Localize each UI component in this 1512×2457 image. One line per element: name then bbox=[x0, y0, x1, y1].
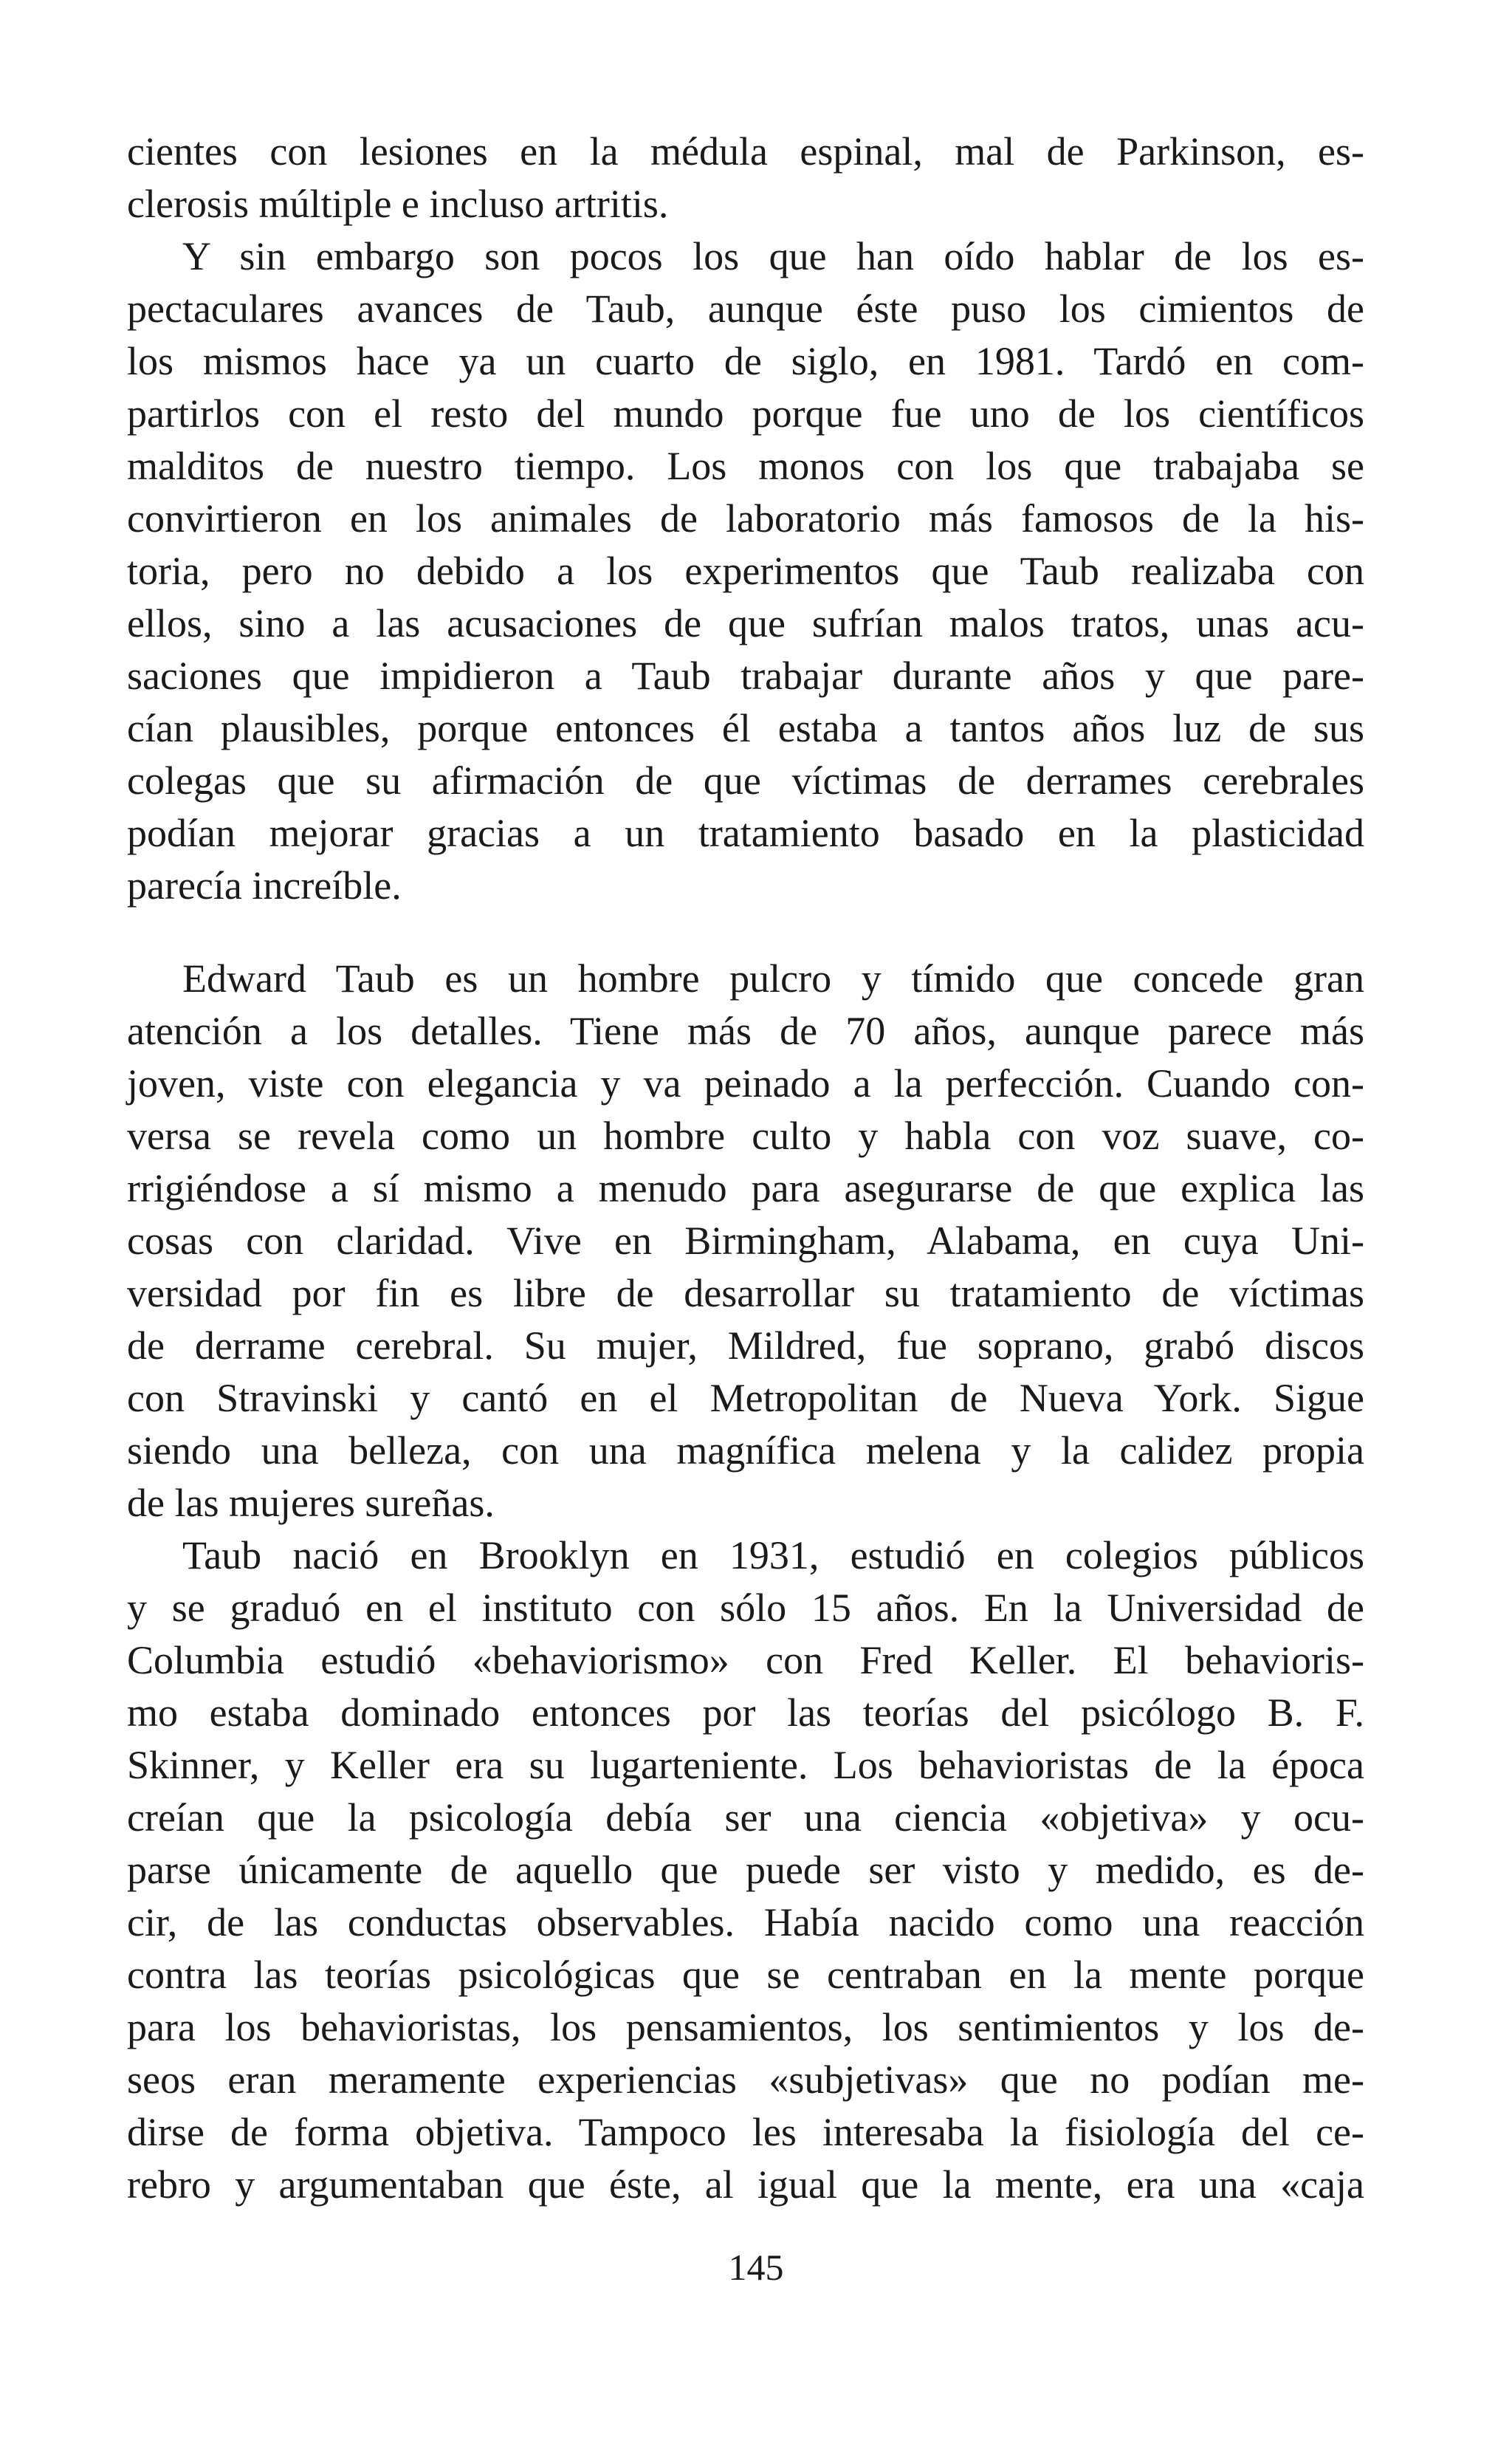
text-line: pectaculares avances de Taub, aunque éste puso los cimientos de bbox=[127, 287, 1364, 331]
text-line: de las mujeres sureñas. bbox=[127, 1481, 495, 1525]
text-line: Skinner, y Keller era su lugarteniente. Los behavioristas de la época bbox=[127, 1743, 1364, 1787]
text-line: Columbia estudió «behaviorismo» con Fred Keller. El behavioris- bbox=[127, 1638, 1364, 1682]
text-line: atención a los detalles. Tiene más de 70 años, aunque parece más bbox=[127, 1009, 1364, 1053]
text-line: cir, de las conductas observables. Había nacido como una reacción bbox=[127, 1900, 1364, 1944]
text-line: de derrame cerebral. Su mujer, Mildred, fue soprano, grabó discos bbox=[127, 1323, 1364, 1368]
text-line: clerosis múltiple e incluso artritis. bbox=[127, 182, 669, 226]
text-line: saciones que impidieron a Taub trabajar durante años y que pare- bbox=[127, 654, 1364, 698]
text-line: convirtieron en los animales de laboratorio más famosos de la his- bbox=[127, 496, 1364, 541]
text-line: contra las teorías psicológicas que se centraban en la mente porque bbox=[127, 1953, 1364, 1997]
text-line: para los behavioristas, los pensamientos, los sentimientos y los de- bbox=[127, 2005, 1364, 2049]
text-line: partirlos con el resto del mundo porque fue uno de los científicos bbox=[127, 391, 1364, 436]
page-number: 145 bbox=[728, 2247, 784, 2288]
text-line: creían que la psicología debía ser una ciencia «objetiva» y ocu- bbox=[127, 1795, 1364, 1840]
text-line: seos eran meramente experiencias «subjetivas» que no podían me- bbox=[127, 2057, 1364, 2102]
text-line: Edward Taub es un hombre pulcro y tímido que concede gran bbox=[182, 956, 1364, 1001]
text-line: rrigiéndose a sí mismo a menudo para asegurarse de que explica las bbox=[127, 1166, 1364, 1210]
text-line: joven, viste con elegancia y va peinado a la perfección. Cuando con- bbox=[127, 1061, 1364, 1106]
text-line: dirse de forma objetiva. Tampoco les interesaba la fisiología del ce- bbox=[127, 2110, 1364, 2154]
text-line: parecía increíble. bbox=[127, 863, 402, 908]
text-line: versa se revela como un hombre culto y habla con voz suave, co- bbox=[127, 1114, 1364, 1158]
text-line: mo estaba dominado entonces por las teorías del psicólogo B. F. bbox=[127, 1690, 1364, 1735]
text-line: los mismos hace ya un cuarto de siglo, en 1981. Tardó en com- bbox=[127, 339, 1364, 383]
text-line: siendo una belleza, con una magnífica melena y la calidez propia bbox=[127, 1428, 1364, 1473]
text-line: cientes con lesiones en la médula espinal, mal de Parkinson, es- bbox=[127, 129, 1364, 174]
text-line: rebro y argumentaban que éste, al igual que la mente, era una «caja bbox=[127, 2162, 1364, 2207]
text-line: toria, pero no debido a los experimentos que Taub realizaba con bbox=[127, 549, 1364, 593]
text-line: y se graduó en el instituto con sólo 15 años. En la Universidad de bbox=[127, 1586, 1364, 1630]
text-line: Taub nació en Brooklyn en 1931, estudió en colegios públicos bbox=[182, 1533, 1364, 1577]
text-line: parse únicamente de aquello que puede ser visto y medido, es de- bbox=[127, 1848, 1364, 1892]
text-line: Y sin embargo son pocos los que han oído hablar de los es- bbox=[182, 234, 1364, 278]
text-line: cían plausibles, porque entonces él estaba a tantos años luz de sus bbox=[127, 706, 1364, 750]
paragraph-block-continuation bbox=[127, 126, 1364, 912]
paragraph-block-section bbox=[127, 953, 1364, 2211]
text-line: podían mejorar gracias a un tratamiento basado en la plasticidad bbox=[127, 811, 1364, 855]
text-line: versidad por fin es libre de desarrollar su tratamiento de víctimas bbox=[127, 1271, 1364, 1315]
text-line: con Stravinski y cantó en el Metropolitan de Nueva York. Sigue bbox=[127, 1376, 1364, 1420]
text-line: malditos de nuestro tiempo. Los monos con los que trabajaba se bbox=[127, 444, 1364, 488]
text-line: cosas con claridad. Vive en Birmingham, Alabama, en cuya Uni- bbox=[127, 1219, 1364, 1263]
text-line: colegas que su afirmación de que víctimas de derrames cerebrales bbox=[127, 758, 1364, 803]
text-line: ellos, sino a las acusaciones de que sufrían malos tratos, unas acu- bbox=[127, 601, 1364, 645]
